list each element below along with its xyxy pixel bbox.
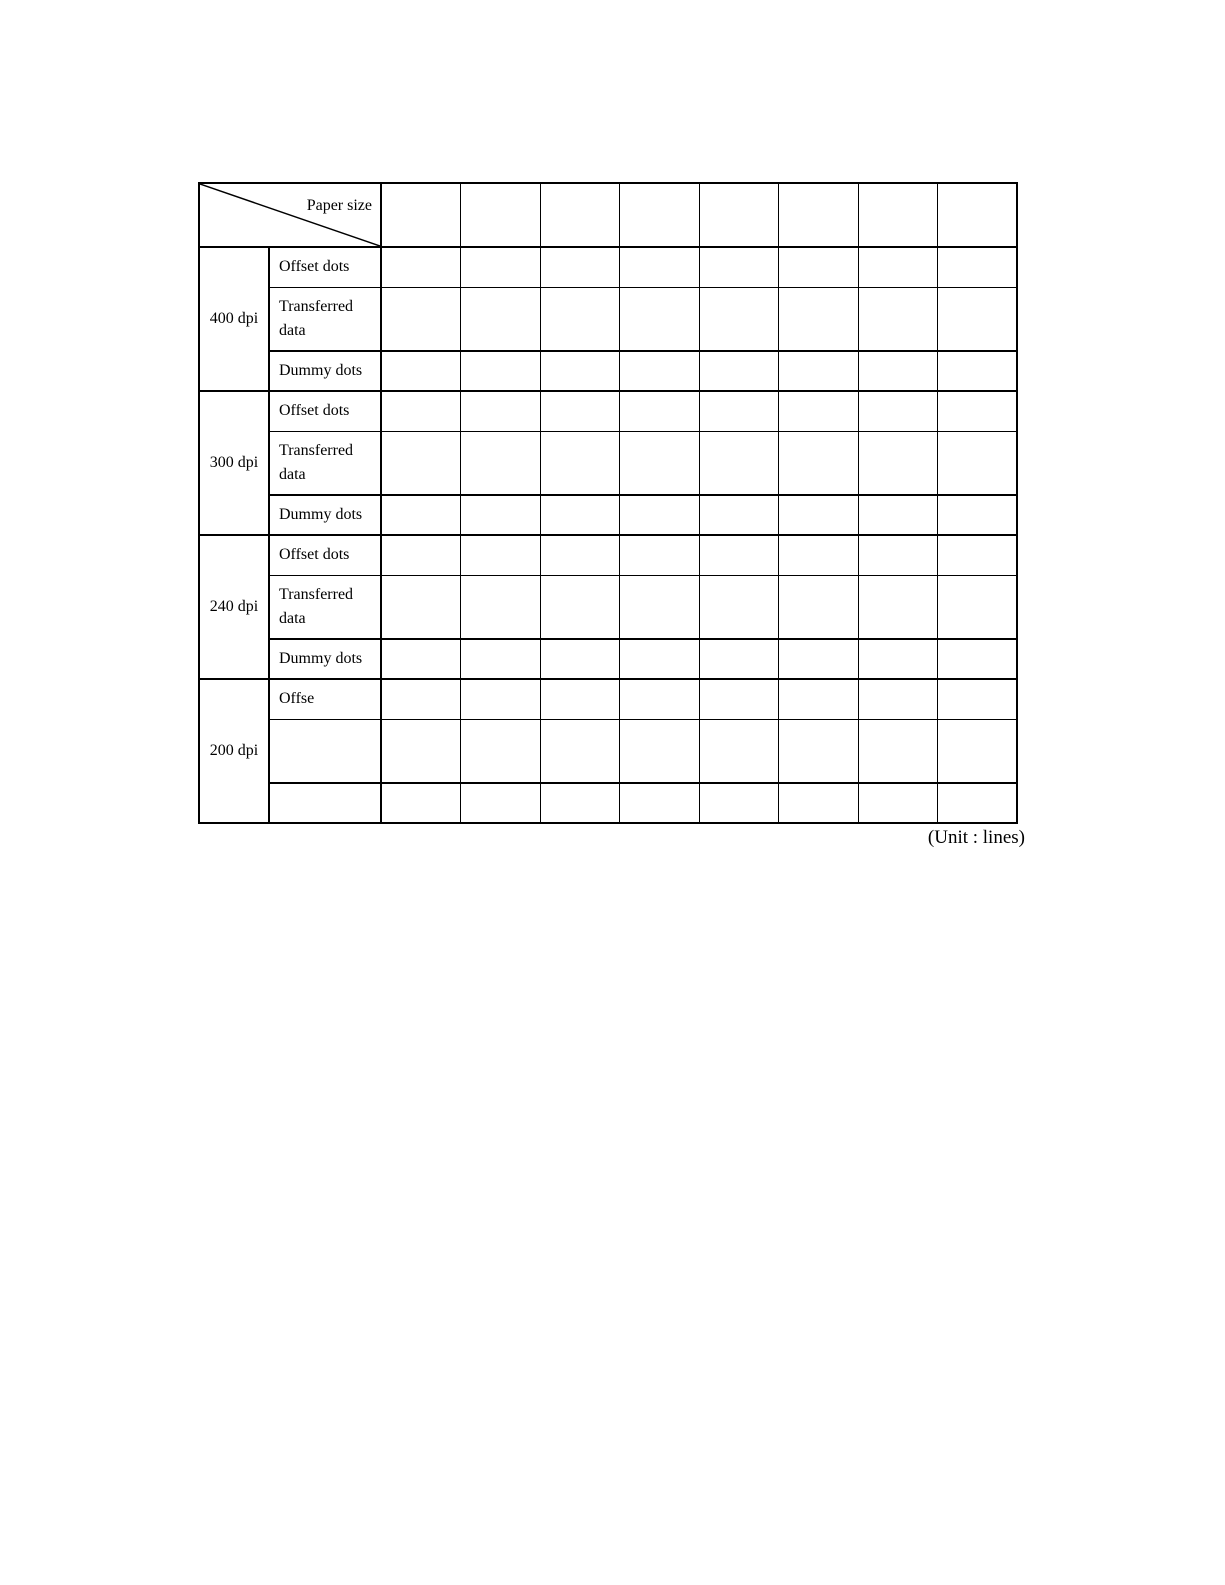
value-cell bbox=[938, 495, 1018, 535]
row-label: Dummy dots bbox=[269, 639, 381, 679]
row-label: Transferred data bbox=[269, 287, 381, 351]
value-cell bbox=[540, 783, 620, 823]
value-cell bbox=[699, 719, 779, 783]
value-cell bbox=[540, 351, 620, 391]
table-row bbox=[199, 783, 1017, 823]
row-label: Transferred data bbox=[269, 431, 381, 495]
value-cell bbox=[938, 287, 1018, 351]
value-cell bbox=[858, 783, 938, 823]
value-cell bbox=[461, 391, 541, 431]
value-cell bbox=[620, 431, 700, 495]
paper-size-header bbox=[858, 183, 938, 247]
value-cell bbox=[938, 391, 1018, 431]
unit-note: (Unit : lines) bbox=[927, 827, 1025, 848]
value-cell bbox=[779, 495, 859, 535]
value-cell bbox=[699, 247, 779, 287]
value-cell bbox=[620, 391, 700, 431]
value-cell bbox=[620, 535, 700, 575]
value-cell bbox=[699, 431, 779, 495]
value-cell bbox=[938, 679, 1018, 719]
value-cell bbox=[540, 679, 620, 719]
value-cell bbox=[858, 431, 938, 495]
value-cell bbox=[779, 391, 859, 431]
corner-label: Paper size bbox=[306, 197, 372, 214]
value-cell bbox=[779, 575, 859, 639]
table-row bbox=[199, 351, 1017, 391]
value-cell bbox=[620, 351, 700, 391]
dpi-label: 300 dpi bbox=[199, 391, 269, 535]
value-cell bbox=[779, 719, 859, 783]
value-cell bbox=[461, 639, 541, 679]
row-label: Dummy dots bbox=[269, 351, 381, 391]
value-cell bbox=[381, 495, 461, 535]
table-row bbox=[199, 575, 1017, 639]
value-cell bbox=[699, 639, 779, 679]
value-cell bbox=[699, 287, 779, 351]
value-cell bbox=[540, 247, 620, 287]
value-cell bbox=[540, 575, 620, 639]
value-cell bbox=[938, 535, 1018, 575]
value-cell bbox=[540, 639, 620, 679]
row-label: Transferred data bbox=[269, 575, 381, 639]
value-cell bbox=[620, 783, 700, 823]
value-cell bbox=[858, 639, 938, 679]
value-cell bbox=[620, 247, 700, 287]
value-cell bbox=[938, 247, 1018, 287]
header-row bbox=[199, 183, 1017, 247]
paper-size-header bbox=[938, 183, 1018, 247]
value-cell bbox=[699, 495, 779, 535]
value-cell bbox=[381, 783, 461, 823]
value-cell bbox=[858, 575, 938, 639]
table-row bbox=[199, 495, 1017, 535]
value-cell bbox=[779, 351, 859, 391]
value-cell bbox=[779, 247, 859, 287]
paper-size-header bbox=[699, 183, 779, 247]
value-cell bbox=[461, 351, 541, 391]
value-cell bbox=[381, 679, 461, 719]
value-cell bbox=[461, 783, 541, 823]
value-cell bbox=[779, 639, 859, 679]
value-cell bbox=[381, 351, 461, 391]
value-cell bbox=[858, 679, 938, 719]
value-cell bbox=[461, 719, 541, 783]
value-cell bbox=[779, 783, 859, 823]
value-cell bbox=[540, 719, 620, 783]
value-cell bbox=[858, 535, 938, 575]
value-cell bbox=[620, 679, 700, 719]
table-row bbox=[199, 639, 1017, 679]
value-cell bbox=[779, 287, 859, 351]
paper-size-header bbox=[540, 183, 620, 247]
dpi-label: 240 dpi bbox=[199, 535, 269, 679]
value-cell bbox=[540, 391, 620, 431]
table-row bbox=[199, 431, 1017, 495]
value-cell bbox=[461, 575, 541, 639]
value-cell bbox=[461, 247, 541, 287]
value-cell bbox=[461, 495, 541, 535]
value-cell bbox=[620, 639, 700, 679]
value-cell bbox=[938, 719, 1018, 783]
value-cell bbox=[699, 783, 779, 823]
value-cell bbox=[381, 391, 461, 431]
row-label: Dummy dots bbox=[269, 495, 381, 535]
table-row bbox=[199, 287, 1017, 351]
value-cell bbox=[461, 679, 541, 719]
row-label: Offse bbox=[269, 679, 381, 719]
value-cell bbox=[938, 575, 1018, 639]
value-cell bbox=[779, 431, 859, 495]
row-label: Offset dots bbox=[269, 247, 381, 287]
value-cell bbox=[938, 639, 1018, 679]
value-cell bbox=[620, 575, 700, 639]
value-cell bbox=[858, 719, 938, 783]
paper-size-header bbox=[779, 183, 859, 247]
value-cell bbox=[858, 391, 938, 431]
paper-size-header bbox=[461, 183, 541, 247]
dpi-label: 400 dpi bbox=[199, 247, 269, 391]
table-row bbox=[199, 679, 1017, 719]
value-cell bbox=[938, 431, 1018, 495]
corner-header-cell bbox=[199, 183, 381, 247]
paper-size-header bbox=[381, 183, 461, 247]
row-label: Offset dots bbox=[269, 391, 381, 431]
value-cell bbox=[779, 679, 859, 719]
value-cell bbox=[779, 535, 859, 575]
dpi-label: 200 dpi bbox=[199, 679, 269, 823]
value-cell bbox=[381, 639, 461, 679]
value-cell bbox=[540, 495, 620, 535]
value-cell bbox=[858, 247, 938, 287]
table-row bbox=[199, 247, 1017, 287]
value-cell bbox=[699, 575, 779, 639]
row-label bbox=[269, 783, 381, 823]
table-row bbox=[199, 719, 1017, 783]
value-cell bbox=[381, 431, 461, 495]
value-cell bbox=[699, 679, 779, 719]
value-cell bbox=[620, 287, 700, 351]
value-cell bbox=[858, 351, 938, 391]
value-cell bbox=[938, 783, 1018, 823]
row-label bbox=[269, 719, 381, 783]
value-cell bbox=[858, 287, 938, 351]
value-cell bbox=[620, 495, 700, 535]
paper-size-header bbox=[620, 183, 700, 247]
value-cell bbox=[699, 351, 779, 391]
value-cell bbox=[381, 287, 461, 351]
value-cell bbox=[381, 535, 461, 575]
value-cell bbox=[540, 535, 620, 575]
table-row bbox=[199, 391, 1017, 431]
row-label: Offset dots bbox=[269, 535, 381, 575]
value-cell bbox=[381, 575, 461, 639]
value-cell bbox=[461, 431, 541, 495]
value-cell bbox=[540, 287, 620, 351]
table-row bbox=[199, 535, 1017, 575]
paper-size-line-table bbox=[198, 182, 1018, 824]
value-cell bbox=[461, 287, 541, 351]
value-cell bbox=[381, 719, 461, 783]
value-cell bbox=[699, 535, 779, 575]
value-cell bbox=[381, 247, 461, 287]
value-cell bbox=[620, 719, 700, 783]
value-cell bbox=[858, 495, 938, 535]
value-cell bbox=[461, 535, 541, 575]
value-cell bbox=[938, 351, 1018, 391]
value-cell bbox=[540, 431, 620, 495]
value-cell bbox=[699, 391, 779, 431]
